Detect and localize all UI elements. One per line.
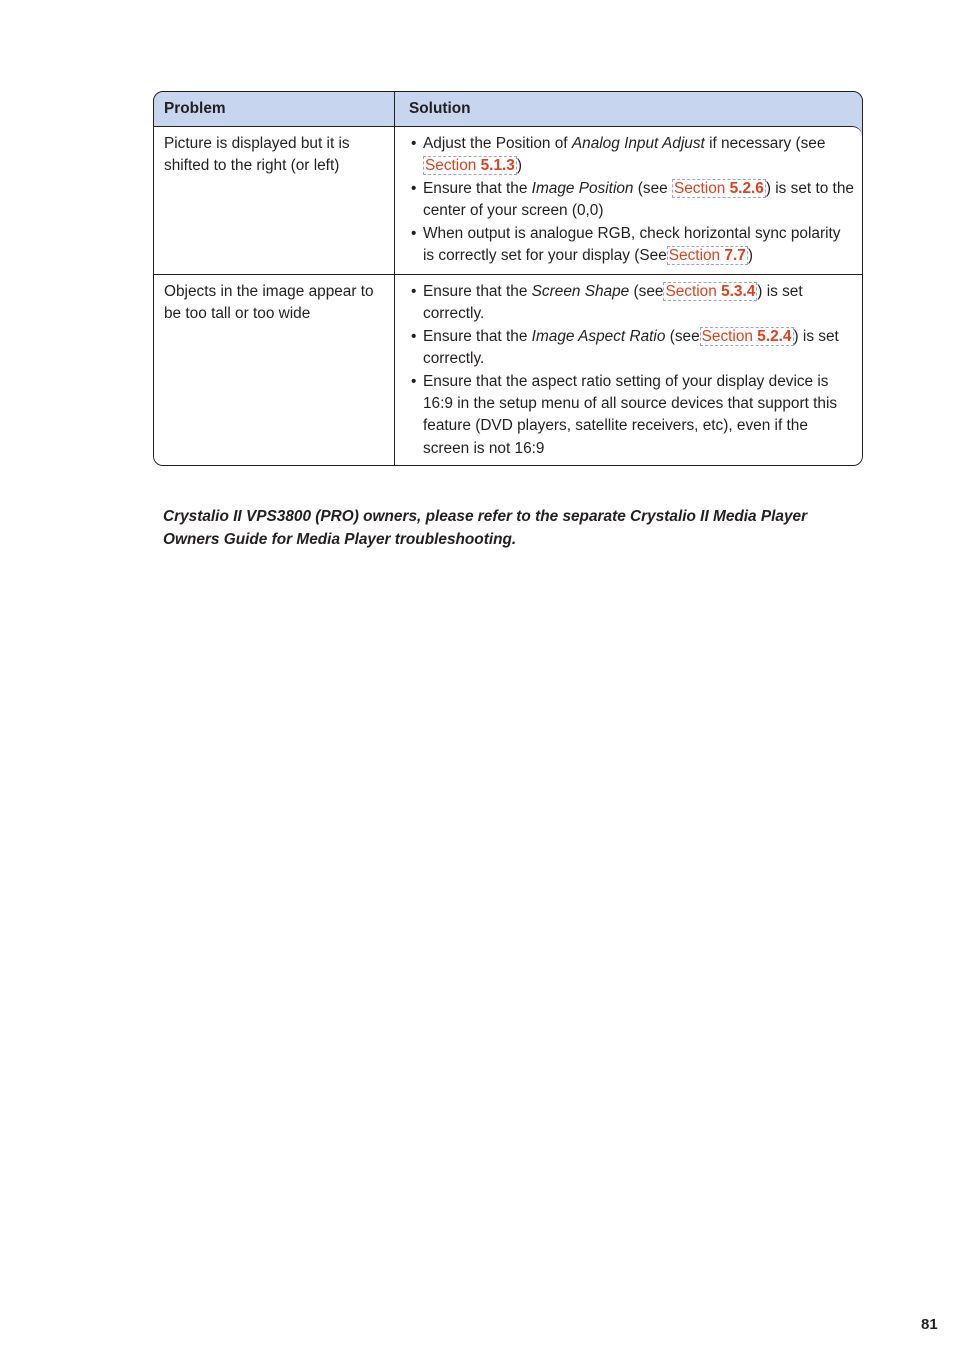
header-solution: Solution <box>409 100 471 117</box>
solution-item: • Adjust the Position of Analog Input Adjust if necessary (see Section 5.1.3 ) <box>409 133 854 178</box>
row-divider <box>154 274 862 275</box>
section-link[interactable]: Section 5.1.3 <box>425 157 515 175</box>
solution-item: • Ensure that the Screen Shape (see Section 5.3.4 ) is set correctly. <box>409 281 854 326</box>
solution-cell <box>409 133 854 267</box>
column-divider <box>394 92 395 465</box>
section-link[interactable]: Section 5.3.4 <box>665 283 756 300</box>
media-player-note: Crystalio II VPS3800 (PRO) owners, please refer to the separate Crystalio II Media Player Owners Guide for Media Player troubleshooting. <box>163 508 808 548</box>
section-link[interactable]: Section 7.7 <box>668 247 746 265</box>
solution-item: • When output is analogue RGB, check horizontal sync polarity is correctly set for your display (See Section 7.7 ) <box>409 223 854 268</box>
table-body <box>154 126 862 465</box>
header-problem: Problem <box>164 100 226 117</box>
solution-item: • Ensure that the Image Position (see Section 5.2.6 ) is set to the center of your screen (0,0) <box>409 178 854 223</box>
solution-item: • Ensure that the Image Aspect Ratio (see Section 5.2.4 ) is set correctly. <box>409 326 854 371</box>
section-link[interactable]: Section 5.2.4 <box>701 327 792 345</box>
solution-cell <box>409 281 854 460</box>
solution-item: • Ensure that the aspect ratio setting of your display device is 16:9 in the setup menu of all source devices that support this feature (DVD players, satellite receivers, etc), even if the screen is not 16:9 <box>409 371 854 461</box>
problem-cell: Picture is displayed but it is shifted to the right (or left) <box>164 135 350 175</box>
section-link[interactable]: Section 5.2.6 <box>673 179 764 197</box>
problem-cell: Objects in the image appear to be too tall or too wide <box>164 283 374 323</box>
page-number: 81 <box>921 1316 938 1333</box>
troubleshooting-table <box>153 91 863 466</box>
